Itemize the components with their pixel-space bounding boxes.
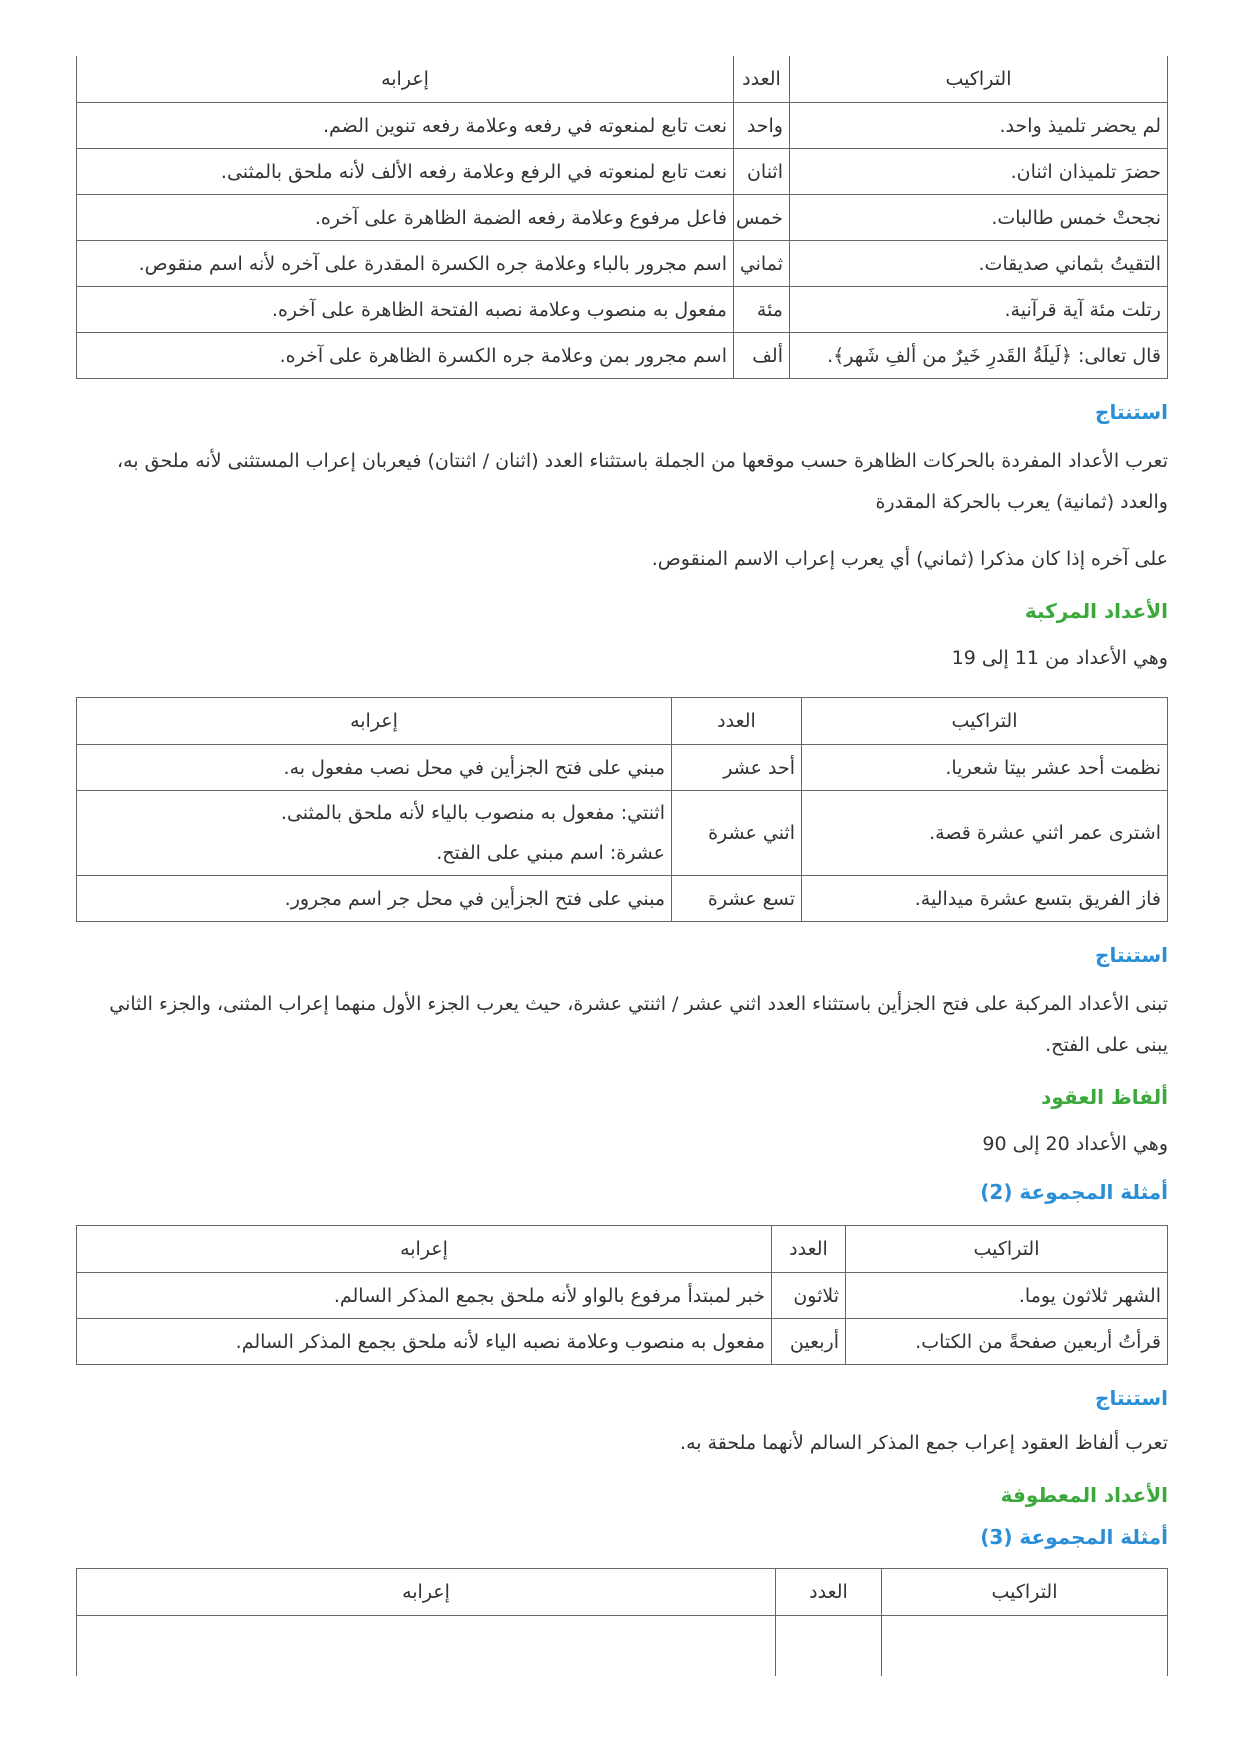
table-header-row [77,1226,1168,1273]
cell-parsing: خبر لمبتدأ مرفوع بالواو لأنه ملحق بجمع المذكر السالم. [77,1273,772,1319]
header-structure: التراكيب [846,1226,1168,1273]
cell-structure: رتلت مئة آية قرآنية. [790,287,1168,333]
cell-structure: فاز الفريق بتسع عشرة ميدالية. [802,876,1168,922]
header-number: العدد [672,698,802,745]
header-number: العدد [776,1569,882,1616]
numbers-table-3 [76,1225,1168,1365]
section-intro: وهي الأعداد من 11 إلى 19 [951,647,1168,669]
header-parsing: إعرابه [77,1226,772,1273]
conclusion-text: تبنى الأعداد المركبة على فتح الجزأين باستثناء العدد اثني عشر / اثنتي عشرة، حيث يعرب الجزء الأول منهما إعراب المثنى، والجزء الثاني يبنى على الفتح. [109,993,1168,1056]
cell-number: ثماني [734,241,790,287]
cell-number: أربعين [772,1319,846,1365]
cell-structure [882,1616,1168,1677]
numbers-table-2 [76,697,1168,922]
cell-structure: حضرَ تلميذان اثنان. [790,149,1168,195]
cell-number: مئة [734,287,790,333]
group-heading: أمثلة المجموعة (3) [980,1525,1168,1549]
section-heading-compound: الأعداد المركبة [1024,599,1168,623]
cell-structure: نجحتْ خمس طالبات. [790,195,1168,241]
cell-parsing: مفعول به منصوب وعلامة نصبه الفتحة الظاهرة على آخره. [77,287,734,333]
table-row [77,745,1168,791]
header-number: العدد [772,1226,846,1273]
table-row [77,333,1168,379]
cell-number: ألف [734,333,790,379]
cell-parsing-line: اثنتي: مفعول به منصوب بالياء لأنه ملحق بالمثنى. [280,802,665,824]
cell-structure: قرأتُ أربعين صفحةً من الكتاب. [846,1319,1168,1365]
cell-number [776,1616,882,1677]
cell-number: تسع عشرة [672,876,802,922]
table-header-row [77,56,1168,103]
table-row [77,876,1168,922]
numbers-table-4 [76,1568,1168,1676]
header-structure: التراكيب [802,698,1168,745]
cell-number: واحد [734,103,790,149]
table-row [77,287,1168,333]
conclusion-heading: استنتاج [1095,1386,1168,1410]
table-row [77,1273,1168,1319]
table-row [77,1319,1168,1365]
cell-parsing: اسم مجرور بالباء وعلامة جره الكسرة المقدرة على آخره لأنه اسم منقوص. [77,241,734,287]
conclusion-text-continued: على آخره إذا كان مذكرا (ثماني) أي يعرب إعراب الاسم المنقوص. [651,548,1168,570]
conclusion-heading: استنتاج [1095,400,1168,424]
cell-parsing: مفعول به منصوب وعلامة نصبه الياء لأنه ملحق بجمع المذكر السالم. [77,1319,772,1365]
cell-parsing: مبني على فتح الجزأين في محل نصب مفعول به. [77,745,672,791]
cell-parsing [77,791,672,876]
cell-parsing: مبني على فتح الجزأين في محل جر اسم مجرور. [77,876,672,922]
cell-structure: لم يحضر تلميذ واحد. [790,103,1168,149]
table-header-row [77,1569,1168,1616]
header-structure: التراكيب [790,56,1168,103]
cell-number: خمس [734,195,790,241]
cell-number: اثني عشرة [672,791,802,876]
cell-parsing [77,1616,776,1677]
cell-number: اثنان [734,149,790,195]
cell-parsing-line: عشرة: اسم مبني على الفتح. [436,842,665,864]
table-row [77,103,1168,149]
cell-number: أحد عشر [672,745,802,791]
table-row [77,1616,1168,1677]
section-intro: وهي الأعداد 20 إلى 90 [982,1133,1168,1155]
header-structure: التراكيب [882,1569,1168,1616]
section-heading-conjoined: الأعداد المعطوفة [1000,1483,1168,1507]
table-row [77,241,1168,287]
table-row [77,149,1168,195]
conclusion-text: تعرب الأعداد المفردة بالحركات الظاهرة حسب موقعها من الجملة باستثناء العدد (اثنان / اثنتان) فيعربان إعراب المستثنى لأنه ملحق به، والعدد (ثمانية) يعرب بالحركة المقدرة [116,450,1168,513]
group-heading: أمثلة المجموعة (2) [980,1180,1168,1204]
cell-number: ثلاثون [772,1273,846,1319]
cell-parsing: نعت تابع لمنعوته في رفعه وعلامة رفعه تنوين الضم. [77,103,734,149]
cell-parsing: فاعل مرفوع وعلامة رفعه الضمة الظاهرة على آخره. [77,195,734,241]
cell-structure: اشترى عمر اثني عشرة قصة. [802,791,1168,876]
header-parsing: إعرابه [77,1569,776,1616]
section-heading-decades: ألفاظ العقود [1041,1085,1168,1109]
table-row [77,195,1168,241]
header-number: العدد [734,56,790,103]
cell-structure: الشهر ثلاثون يوما. [846,1273,1168,1319]
document [76,0,1168,1676]
cell-structure: قال تعالى: ﴿لَيلَةُ القَدرِ خَيرٌ من ألفِ شَهر﴾. [790,333,1168,379]
header-parsing: إعرابه [77,698,672,745]
cell-structure: التقيتُ بثماني صديقات. [790,241,1168,287]
cell-parsing: اسم مجرور بمن وعلامة جره الكسرة الظاهرة على آخره. [77,333,734,379]
numbers-table-1 [76,56,1168,379]
cell-structure: نظمت أحد عشر بيتا شعريا. [802,745,1168,791]
table-header-row [77,698,1168,745]
conclusion-heading: استنتاج [1095,943,1168,967]
header-parsing: إعرابه [77,56,734,103]
cell-parsing: نعت تابع لمنعوته في الرفع وعلامة رفعه الألف لأنه ملحق بالمثنى. [77,149,734,195]
conclusion-text: تعرب ألفاظ العقود إعراب جمع المذكر السالم لأنهما ملحقة به. [680,1432,1168,1454]
table-row [77,791,1168,876]
